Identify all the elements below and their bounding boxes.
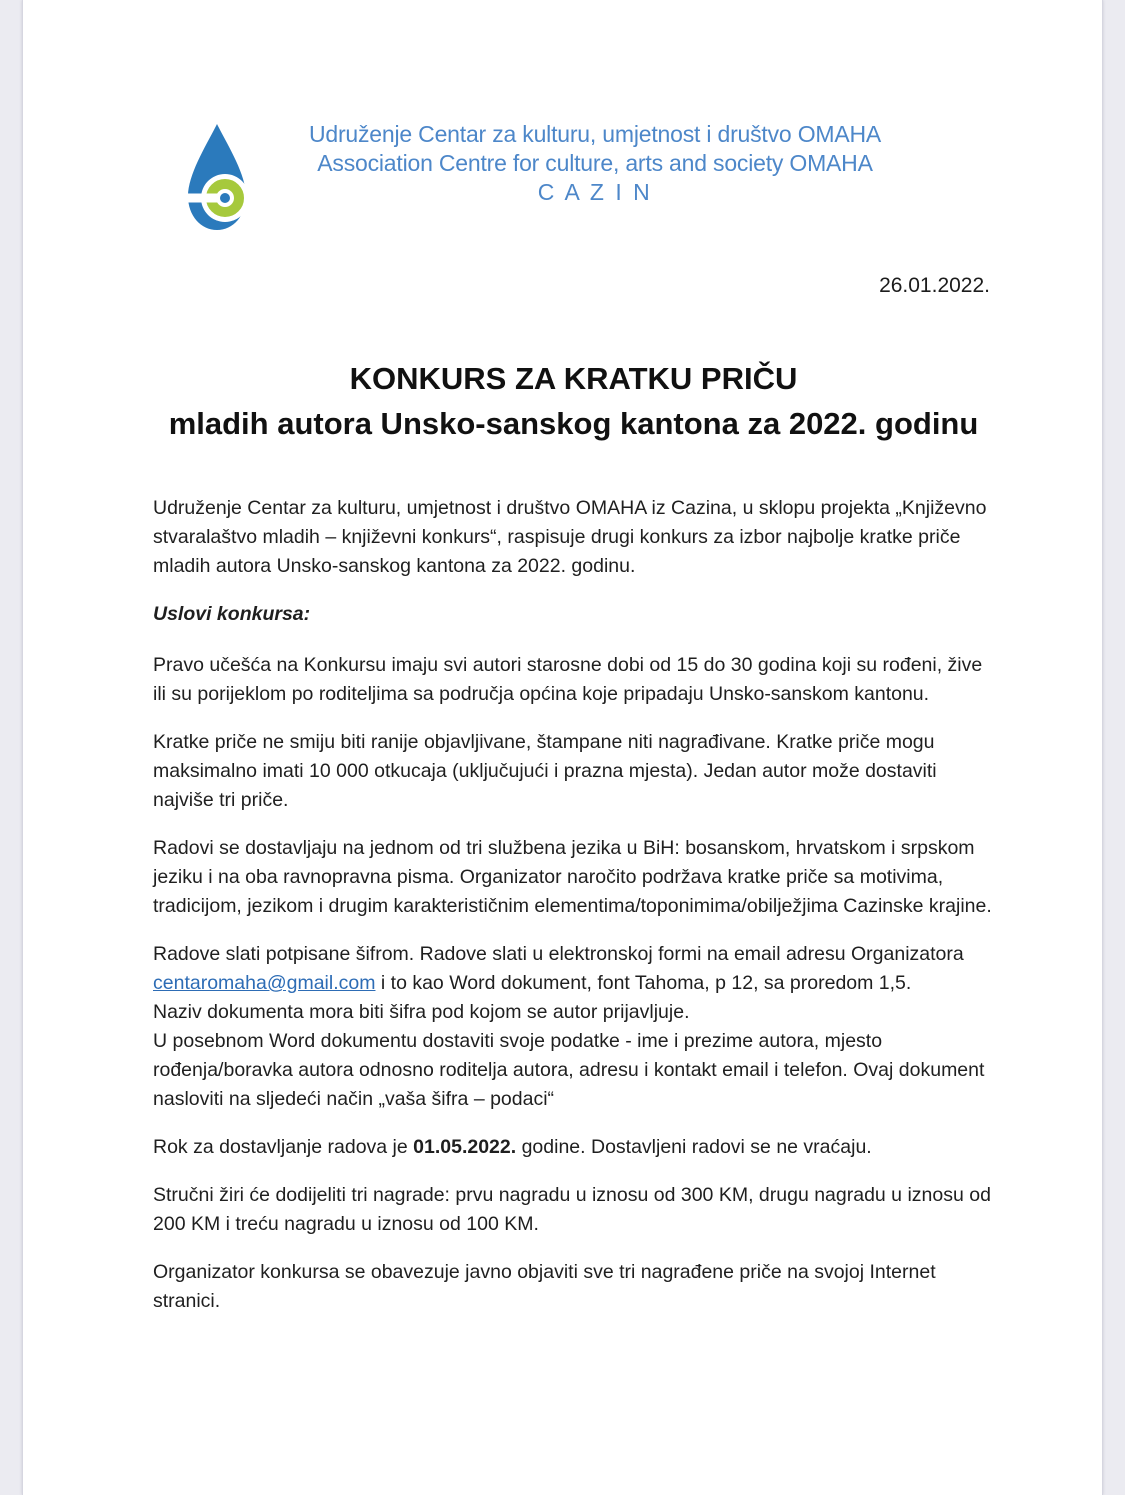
section-heading: Uslovi konkursa: <box>153 603 311 625</box>
org-name-english: Association Centre for culture, arts and society OMAHA <box>317 150 873 176</box>
intro-paragraph: Udruženje Centar za kulturu, umjetnost i društvo OMAHA iz Cazina, u sklopu projekta „Književno stvaralaštvo mladih – književni konkurs“, raspisuje drugi konkurs za izbor najbolje kratke priče mladih autora Unsko-sanskog kantona za 2022. godinu. <box>153 497 987 577</box>
submission-text-after-email: i to kao Word dokument, font Tahoma, p 12, sa proredom 1,5. <box>375 972 912 994</box>
title-line2: mladih autora Unsko-sanskog kantona za 2022. godinu <box>168 406 979 441</box>
submission-personal-data-rule: U posebnom Word dokumentu dostaviti svoje podatke - ime i prezime autora, mjesto rođenja/boravka autora odnosno roditelja autora, adresu i kontakt email i telefon. Ovaj dokument nasloviti na sljedeći način „vaša šifra – podaci“ <box>153 1030 985 1110</box>
prizes-paragraph: Stručni žiri će dodijeliti tri nagrade: prvu nagradu u iznosu od 300 KM, drugu nagradu u iznosu od 200 KM i treću nagradu u iznosu od 100 KM. <box>153 1184 991 1235</box>
org-city: C A Z I N <box>537 179 653 205</box>
publication-paragraph: Organizator konkursa se obavezuje javno objaviti sve tri nagrađene priče na svojoj Internet stranici. <box>153 1261 936 1312</box>
eligibility-paragraph: Pravo učešća na Konkursu imaju svi autori starosne dobi od 15 do 30 godina koji su rođeni, žive ili su porijeklom po roditeljima sa područja općina koje pripadaju Unsko-sanskom kantonu. <box>153 654 983 705</box>
document-date: 26.01.2022. <box>879 274 990 297</box>
document-title <box>151 356 996 446</box>
deadline-text-before: Rok za dostavljanje radova je <box>153 1136 414 1158</box>
email-link[interactable]: centaromaha@gmail.com <box>153 972 376 994</box>
deadline-date: 01.05.2022. <box>413 1136 517 1158</box>
omaha-logo <box>184 122 250 234</box>
document-page <box>22 0 1103 1495</box>
story-rules-paragraph: Kratke priče ne smiju biti ranije objavljivane, štampane niti nagrađivane. Kratke priče mogu maksimalno imati 10 000 otkucaja (uključujući i prazna mjesta). Jedan autor može dostaviti najviše tri priče. <box>153 731 937 811</box>
title-line1: KONKURS ZA KRATKU PRIČU <box>349 361 798 396</box>
submission-text-before-email: Radove slati potpisane šifrom. Radove slati u elektronskoj formi na email adresu Organizatora <box>153 943 964 965</box>
submission-naming-rule: Naziv dokumenta mora biti šifra pod kojom se autor prijavljuje. <box>153 1001 690 1023</box>
deadline-paragraph <box>153 1133 996 1162</box>
document-body <box>153 494 996 1335</box>
water-drop-icon <box>184 122 250 234</box>
org-name-local: Udruženje Centar za kulturu, umjetnost i društvo OMAHA <box>308 121 882 147</box>
language-rules-paragraph: Radovi se dostavljaju na jednom od tri službena jezika u BiH: bosanskom, hrvatskom i srpskom jeziku i na oba ravnopravna pisma. Organizator naročito podržava kratke priče sa motivima, tradicijom, jezikom i drugim karakterističnim elementima/toponimima/obilježjima Cazinske krajine. <box>153 837 992 917</box>
deadline-text-after: godine. Dostavljeni radovi se ne vraćaju. <box>516 1136 872 1158</box>
org-header <box>271 120 919 207</box>
submission-paragraph <box>153 940 996 1114</box>
